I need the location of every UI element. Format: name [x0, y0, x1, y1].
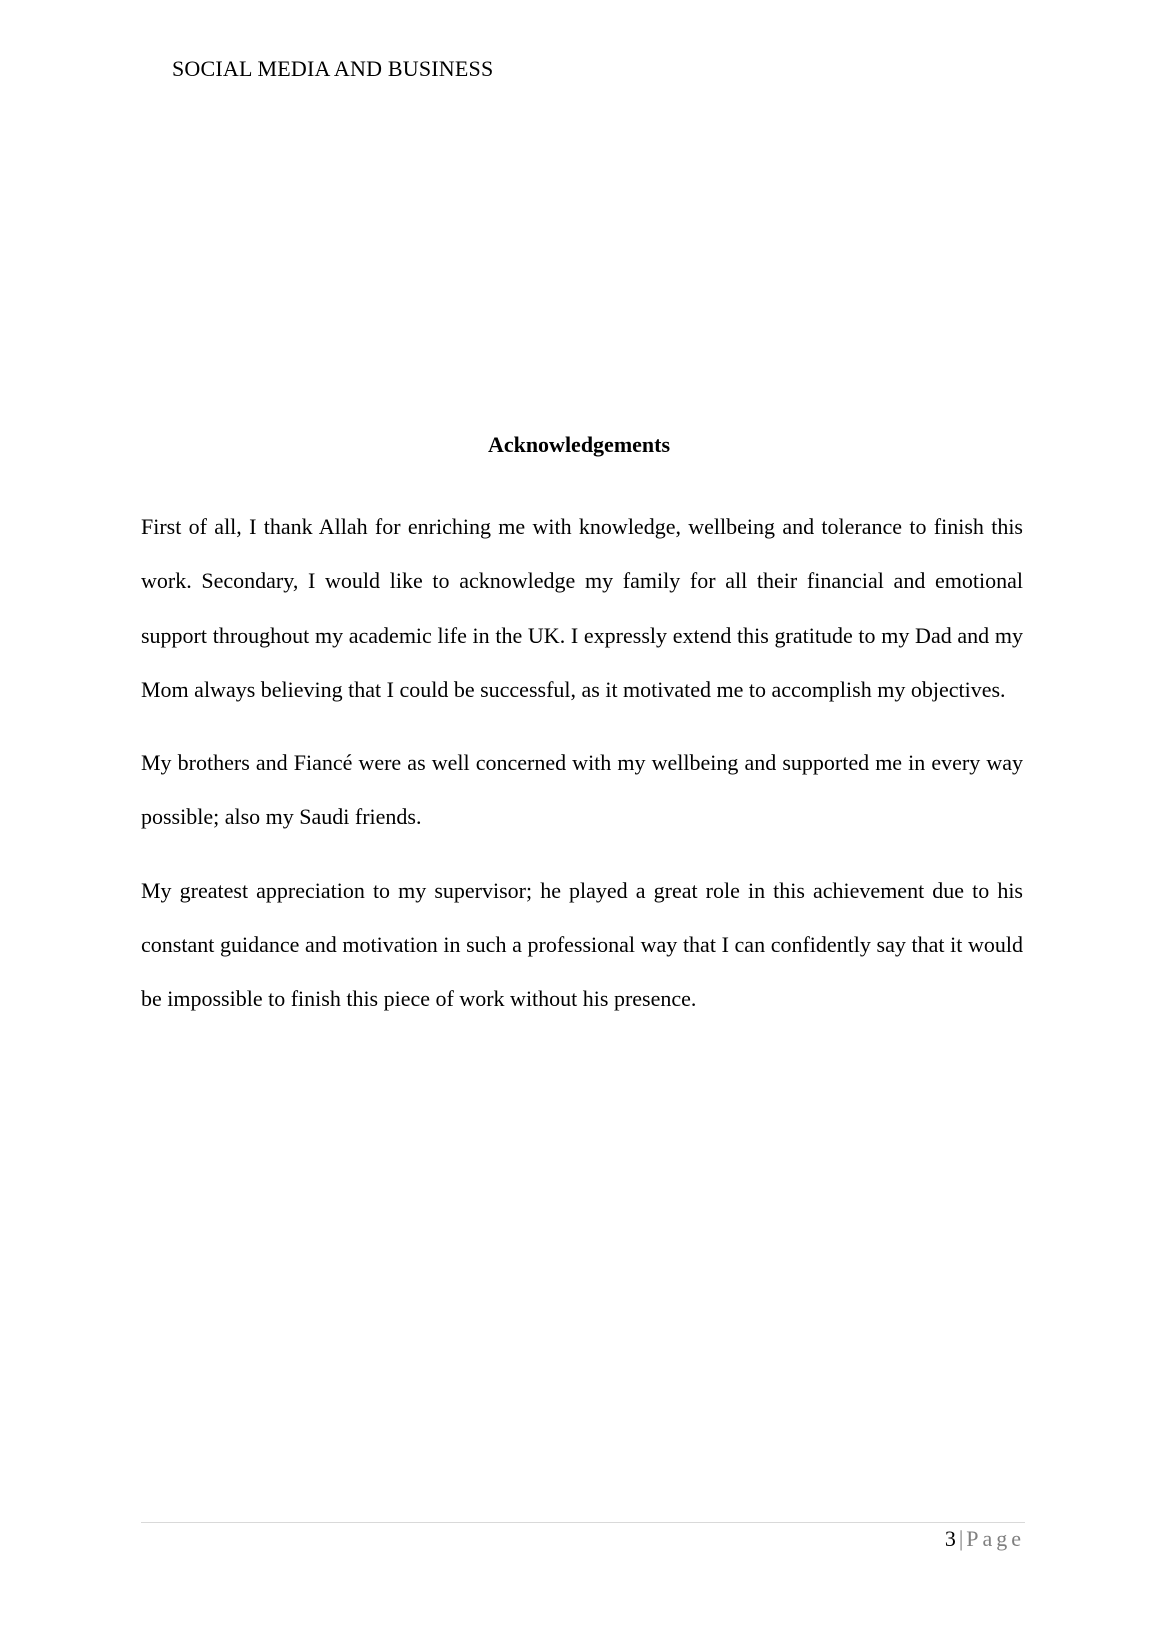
section-title: Acknowledgements — [487, 432, 671, 457]
acknowledgements-body — [141, 500, 1023, 1046]
footer-divider — [141, 1522, 1025, 1523]
page-label: Page — [966, 1526, 1025, 1551]
paragraph-1: First of all, I thank Allah for enriching me with knowledge, wellbeing and tolerance to finish this work. Secondary, I would like to acknowledge my family for all their financial and emotional support throughout my academic life in the UK. I expressly extend this gratitude to my Dad and my Mom always believing that I could be successful, as it motivated me to accomplish my objectives. — [141, 514, 1023, 702]
paragraph-2: My brothers and Fiancé were as well concerned with my wellbeing and supported me in every way possible; also my Saudi friends. — [141, 750, 1023, 830]
footer-separator: | — [958, 1526, 964, 1551]
page-number: 3 — [944, 1526, 956, 1551]
paragraph-3: My greatest appreciation to my supervisor; he played a great role in this achievement due to his constant guidance and motivation in such a professional way that I can confidently say that it would be impossible to finish this piece of work without his presence. — [141, 877, 1023, 1012]
running-header: SOCIAL MEDIA AND BUSINESS — [172, 56, 494, 81]
page-footer — [945, 1526, 1025, 1552]
